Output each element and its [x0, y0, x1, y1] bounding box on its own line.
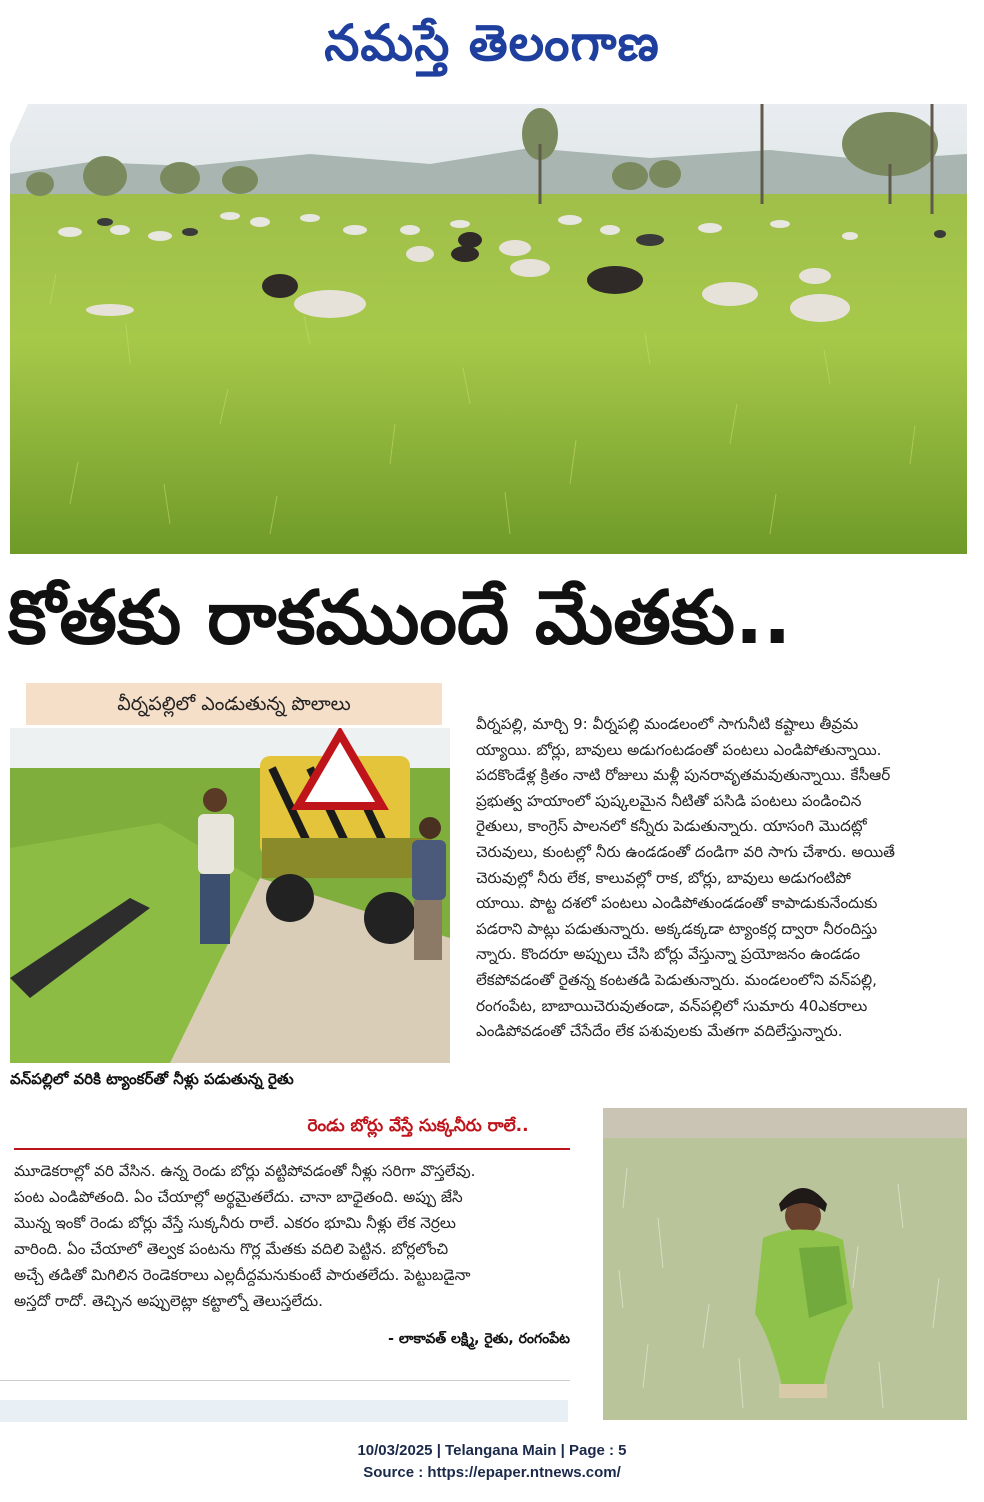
footer-edition-info: 10/03/2025 | Telangana Main | Page : 5	[357, 1442, 627, 1459]
quote-line: అస్తదో రాదో. తెచ్చిన అప్పులెట్లా కట్టాల్నో తెలుస్తలేదు.	[14, 1292, 323, 1310]
quote-title: రెండు బోర్లు వేస్తే సుక్కనీరు రాలే..	[307, 1116, 529, 1136]
quote-line: మూడెకరాల్లో వరి వేసిన. ఉన్న రెండు బోర్లు వట్టిపోవడంతో నీళ్లు సరిగా వొస్తలేవు.	[14, 1162, 476, 1180]
top-photo-sheep-grazing	[10, 104, 967, 554]
article-subhead: వీర్నపల్లిలో ఎండుతున్న పొలాలు	[26, 683, 442, 725]
body-line: న్నారు. కొందరూ అప్పులు చేసి బోర్లు వేస్తున్నా ప్రయోజనం ఉండడం	[476, 945, 861, 964]
article-headline: కోతకు రాకముందే మేతకు..	[8, 575, 792, 661]
divider	[0, 1380, 570, 1381]
quote-attribution: - లాకావత్ లక్ష్మి, రైతు, రంగంపేట	[388, 1331, 570, 1347]
body-line: యాయి. పొట్ట దశలో పంటలు ఎండిపోతుండడంతో కాపాడుకునేందుకు	[476, 894, 878, 913]
quote-line: పంట ఎండిపోతంది. ఏం చేయాల్లో అర్థమైతలేదు. చానా బాధైతంది. అప్పు జేసి	[14, 1188, 463, 1206]
body-line: య్యాయి. బోర్లు, బావులు అడుగంటడంతో పంటలు ఎండిపోతున్నాయి.	[476, 740, 882, 759]
footer-source-link[interactable]: Source : https://epaper.ntnews.com/	[363, 1464, 621, 1481]
body-line: లేకపోవడంతో రైతన్న కంటతడి పెడుతున్నారు. మండలంలోని వన్‌పల్లి,	[476, 970, 877, 989]
photo-caption: వన్‌పల్లిలో వరికి ట్యాంకర్‌తో నీళ్లు పడుతున్న రైతు	[10, 1070, 294, 1088]
body-line: చెరువుల్లో నీరు లేక, కాలువల్లో రాక, బోర్లు, బావులు అడుగంటిపో	[476, 868, 851, 887]
article-body	[476, 712, 970, 1045]
quote-divider	[14, 1148, 570, 1150]
body-line: పడరాని పాట్లు పడుతున్నారు. అక్కడక్కడా ట్యాంకర్ల ద్వారా నీరందిస్తు	[476, 919, 878, 938]
masthead	[0, 0, 984, 100]
photo-woman-farmer	[603, 1108, 967, 1420]
body-line: ప్రభుత్వ హయాంలో పుష్కలమైన నీటితో పసిడి పంటలు పండించిన	[476, 791, 862, 810]
body-line: రైతులు, కాంగ్రెస్ పాలనలో కన్నీరు పెడుతున్నారు. యాసంగి మొదట్లో	[476, 817, 867, 836]
body-line: రంగంపేట, బాబాయిచెరువుతండా, వన్‌పల్లిలో సుమారు 40ఎకరాలు	[476, 996, 868, 1015]
body-line: ఎండిపోవడంతో చేసేదేం లేక పశువులకు మేతగా వదిలేస్తున్నారు.	[476, 1022, 843, 1041]
page-footer	[0, 1440, 984, 1484]
quote-line: వారింది. ఏం చేయాలో తెల్వక పంటను గొర్ల మేతకు వదిలి పెట్టిన. బోర్లలోంచి	[14, 1240, 449, 1258]
body-line: పదకొండేళ్ల క్రితం నాటి రోజులు మళ్లీ పునరావృతమవుతున్నాయి. కేసీఆర్	[476, 766, 891, 785]
quote-line: అచ్చే తడితో మిగిలిన రెండెకరాలు ఎల్లదీద్దమనుకుంటే పారుతలేదు. పెట్టుబడైనా	[14, 1266, 471, 1284]
newspaper-logo: నమస్తే తెలంగాణ	[324, 14, 660, 72]
decorative-band	[0, 1400, 568, 1422]
body-line: చెరువులు, కుంటల్లో నీరు ఉండడంతో దండిగా వరి సాగు చేశారు. అయితే	[476, 842, 895, 861]
quote-body	[14, 1158, 570, 1314]
body-line: వీర్నపల్లి, మార్చి 9: వీర్నపల్లి మండలంలో సాగునీటి కష్టాలు తీవ్రమ	[476, 715, 859, 733]
quote-line: మొన్న ఇంకో రెండు బోర్లు వేస్తే సుక్కనీరు రాలే. ఎకరం భూమి నీళ్లు లేక నెర్రలు	[14, 1214, 456, 1232]
photo-farmer-water-tanker	[10, 728, 450, 1063]
